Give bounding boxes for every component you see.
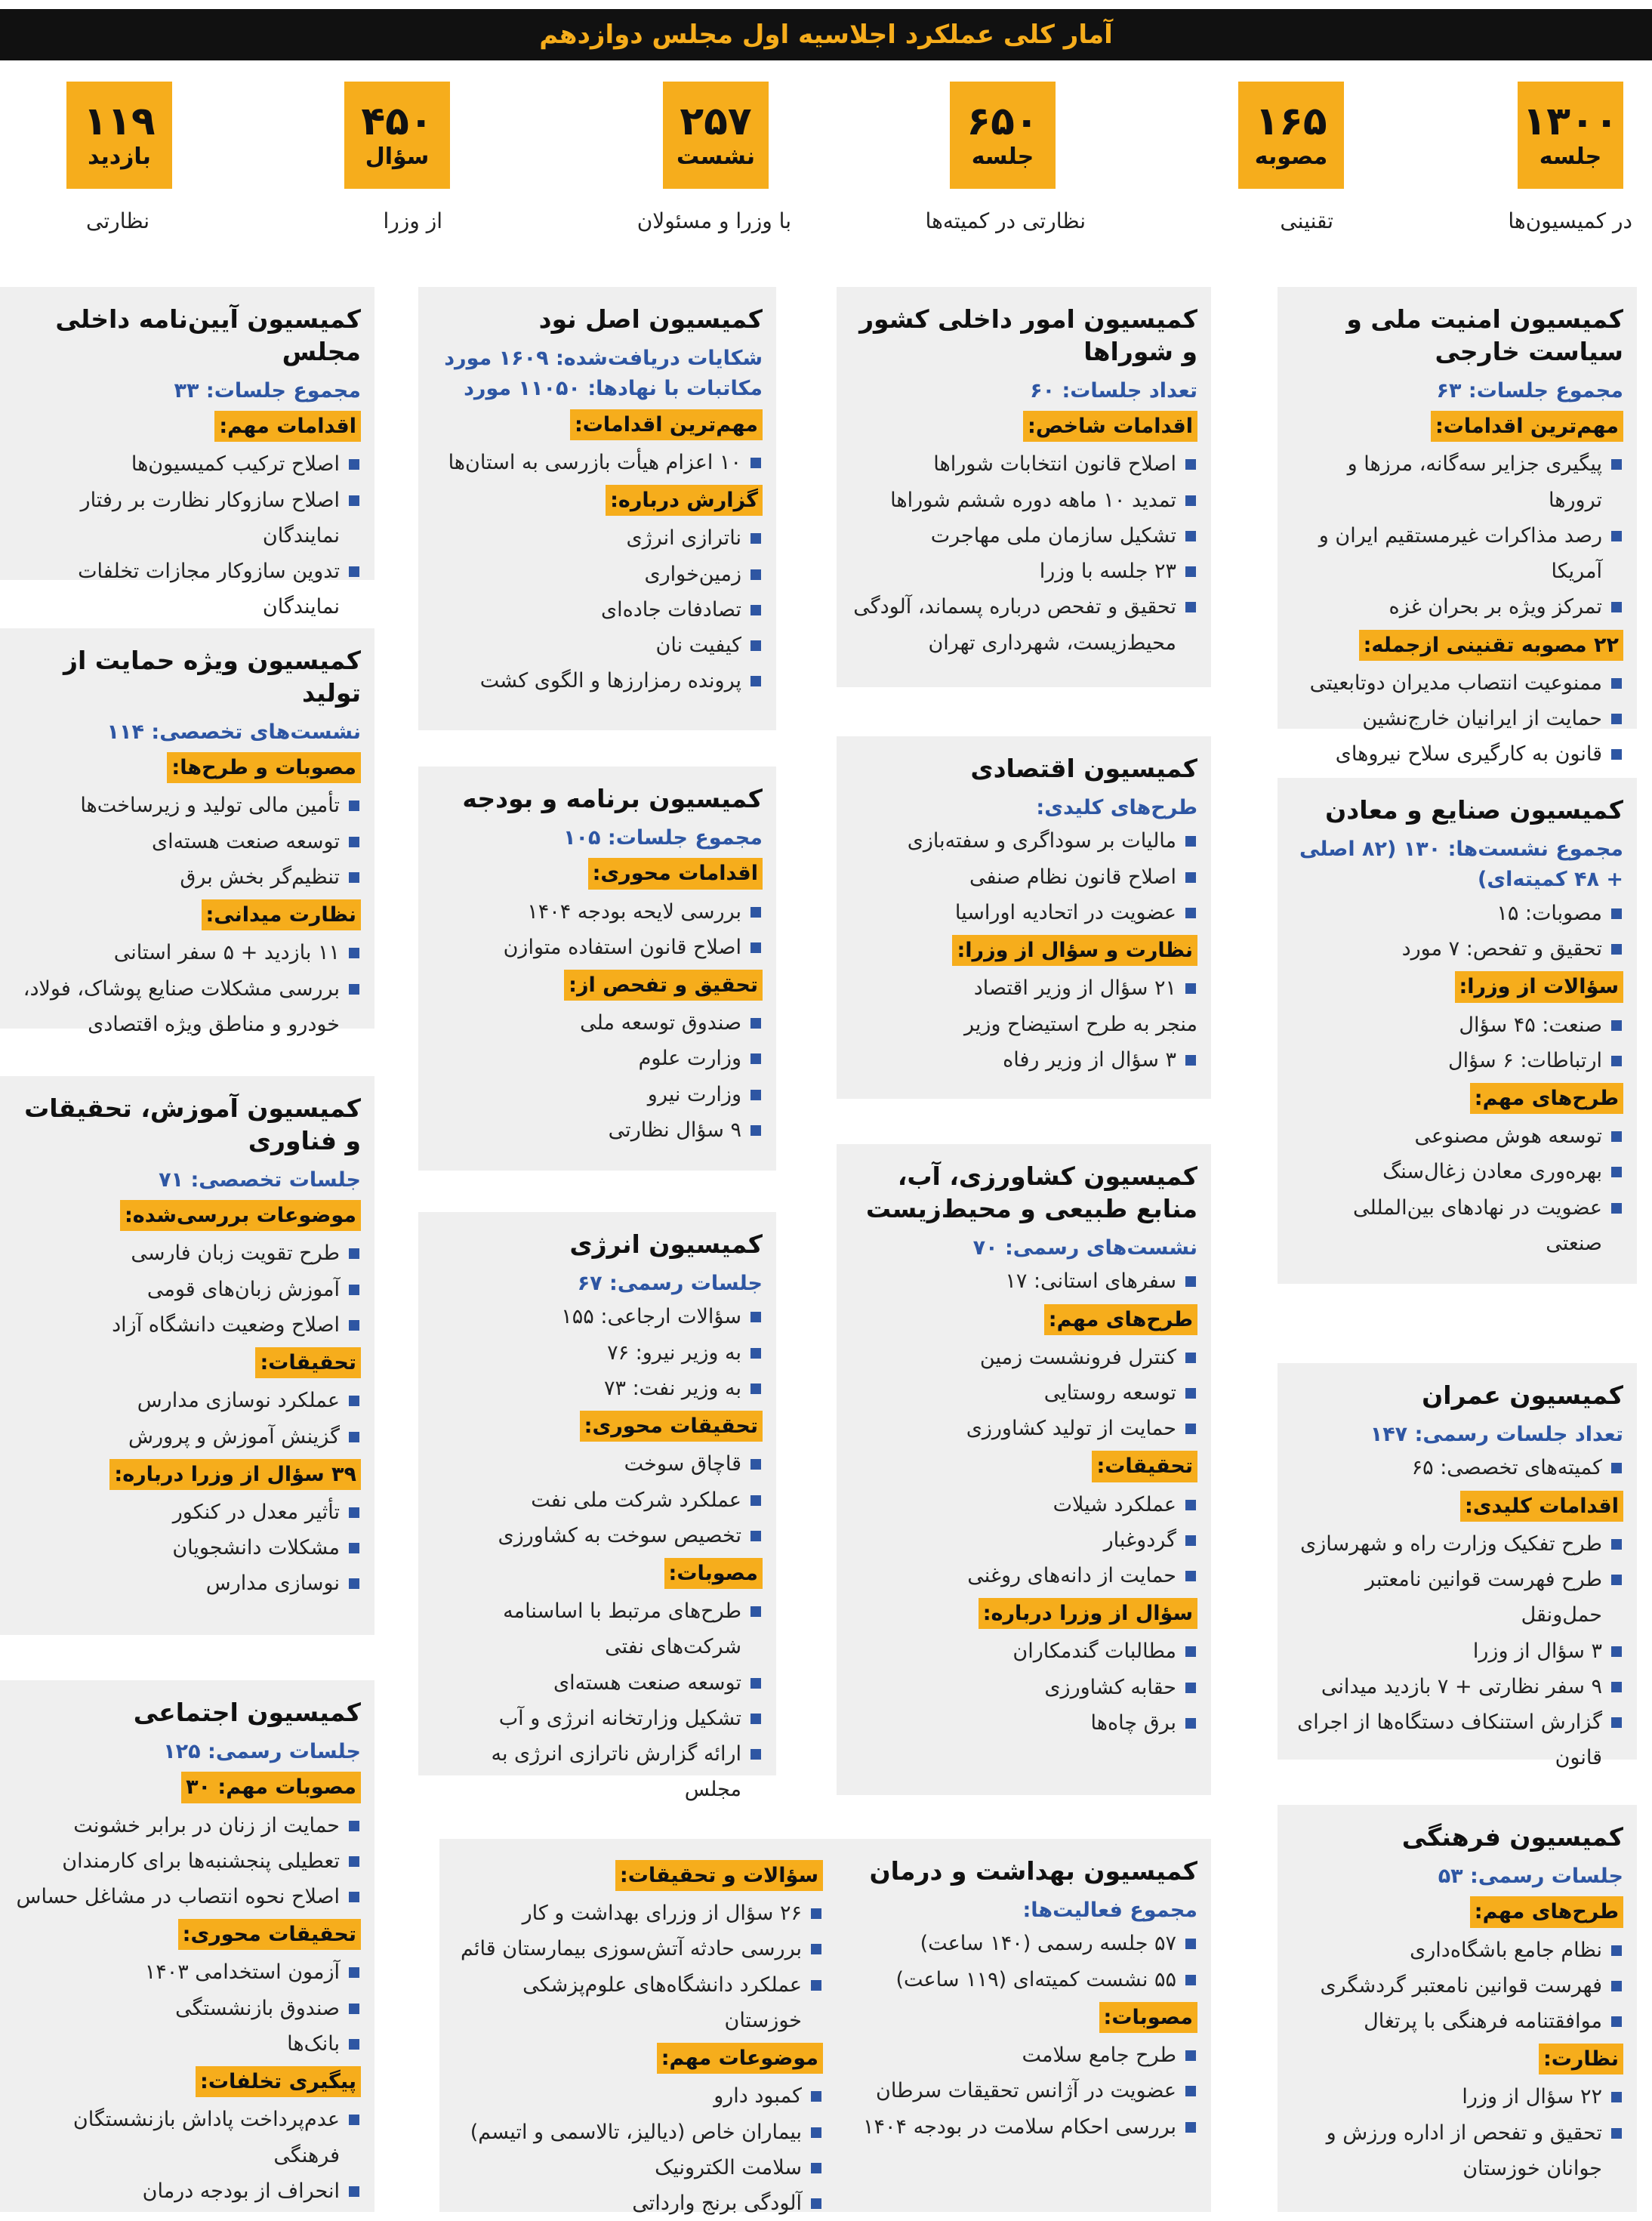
card-title: کمیسیون اجتماعی — [133, 1698, 361, 1727]
section-tag: اقدامات محوری: — [588, 858, 763, 889]
list-item: تحقیق و تفحص از اداره ورزش و جوانان خوزستان — [1291, 2115, 1623, 2187]
list-item: ۵۵ نشست کمیته‌ای (۱۱۹ ساعت) — [850, 1962, 1197, 1997]
card-title: کمیسیون آیین‌نامه داخلی مجلس — [55, 304, 361, 366]
stat-box — [66, 82, 172, 189]
card-industries-committee — [1278, 778, 1637, 1284]
stat-box — [344, 82, 450, 189]
card-health-committee — [837, 1839, 1211, 2212]
list-item: به وزیر نفت: ۷۳ — [432, 1371, 763, 1406]
list-item: قاچاق سوخت — [432, 1446, 763, 1482]
list-item: تأثیر معدل در کنکور — [14, 1495, 361, 1530]
tag-row — [1291, 1486, 1623, 1526]
card-national-security-committee — [1278, 287, 1637, 767]
tag-row — [14, 1343, 361, 1383]
stat-unit: مصوبه — [1254, 143, 1328, 171]
list-item: گزارش استنکاف دستگاه‌ها از اجرای قانون — [1291, 1704, 1623, 1776]
stat-number: ۱۶۵ — [1255, 98, 1327, 144]
list-item: سفرهای استانی: ۱۷ — [850, 1263, 1197, 1299]
list-item: تنظیم‌گر بخش برق — [14, 859, 361, 895]
card-meta: طرح‌های کلیدی: — [1036, 795, 1197, 819]
stat-caption: در کمیسیون‌ها — [1508, 208, 1632, 233]
card-title: کمیسیون اقتصادی — [970, 754, 1197, 783]
card-meta: تعداد جلسات رسمی: ۱۴۷ — [1370, 1422, 1623, 1446]
list-item: کمبود دارو — [453, 2078, 823, 2114]
tag-row — [850, 1446, 1197, 1486]
card-meta: مجموع جلسات: ۱۰۵ — [563, 825, 763, 850]
list-item: وزارت علوم — [432, 1041, 763, 1076]
list-item: اصلاح قانون نظام صنفی — [850, 859, 1197, 895]
card-title: کمیسیون صنایع و معادن — [1325, 795, 1623, 825]
list-item: توسعه روستایی — [850, 1375, 1197, 1411]
tag-row — [432, 853, 763, 893]
page-header — [0, 9, 1652, 60]
section-tag: موضوعات بررسی‌شده: — [120, 1200, 361, 1231]
list-item: موافقتنامه فرهنگی با پرتغال — [1291, 2004, 1623, 2039]
list-item: پیگیری جزایر سه‌گانه، مرزها و ترورها — [1291, 446, 1623, 518]
tag-row — [1291, 967, 1623, 1007]
card-interior-committee — [837, 287, 1211, 687]
card-meta: مجموع جلسات: ۶۳ — [1436, 378, 1623, 403]
section-tag: پیگیری تخلفات: — [196, 2066, 361, 2097]
section-tag: مصوبات: — [664, 1558, 763, 1589]
list-item: عضویت در اتحادیه اوراسیا — [850, 895, 1197, 930]
stat-number: ۱۱۹ — [83, 98, 156, 144]
list-item: بررسی لایحه بودجه ۱۴۰۴ — [432, 894, 763, 930]
card-construction-committee — [1278, 1363, 1637, 1770]
stat-box — [1518, 82, 1623, 189]
stat-unit: جلسه — [1539, 143, 1602, 171]
tag-row — [1291, 1078, 1623, 1118]
list-item: اصلاح قانون استفاده متوازن — [432, 930, 763, 965]
list-item: عملکرد نوسازی مدارس — [14, 1383, 361, 1418]
list-item: حمایت از دانه‌های روغنی — [850, 1558, 1197, 1593]
list-item: آلودگی برنج وارداتی — [453, 2186, 823, 2221]
list-item: ۲۳ جلسه با وزرا — [850, 554, 1197, 589]
list-item: تأمین مالی تولید و زیرساخت‌ها — [14, 788, 361, 823]
section-tag: اقدامات مهم: — [214, 411, 361, 442]
stat-unit: بازدید — [88, 143, 151, 171]
card-meta: مجموع فعالیت‌ها: — [1022, 1898, 1197, 1922]
list-item: طرح تفکیک وزارت راه و شهرسازی — [1291, 1526, 1623, 1562]
card-budget-committee — [418, 767, 776, 1171]
section-tag: سؤالات و تحقیقات: — [615, 1860, 823, 1891]
list-item: طرح‌های مرتبط با اساسنامه شرکت‌های نفتی — [432, 1593, 763, 1665]
list-item: بررسی احکام سلامت در بودجه ۱۴۰۴ — [850, 2109, 1197, 2145]
list-item: حقابه کشاورزی — [850, 1670, 1197, 1705]
stat-box — [663, 82, 769, 189]
list-item: منجر به طرح استیضاح وزیر — [963, 1012, 1197, 1036]
tag-row — [432, 965, 763, 1005]
list-item: عملکرد دانشگاه‌های علوم‌پزشکی خوزستان — [453, 1967, 823, 2039]
card-title: کمیسیون آموزش، تحقیقات و فناوری — [24, 1094, 361, 1155]
section-tag: مهم‌ترین اقدامات: — [1431, 411, 1623, 442]
card-education-committee — [0, 1076, 374, 1635]
card-title: کمیسیون بهداشت و درمان — [869, 1856, 1197, 1886]
list-item: ۵۷ جلسه رسمی (۱۴۰ ساعت) — [850, 1926, 1197, 1961]
card-meta: مجموع جلسات: ۳۳ — [174, 378, 361, 403]
stat-number: ۴۵۰ — [361, 98, 433, 144]
card-meta: مجموع نشست‌ها: ۱۳۰ (۸۲ اصلی + ۴۸ کمیته‌ای) — [1299, 837, 1623, 892]
list-item: مشکلات دانشجویان — [14, 1530, 361, 1565]
list-item: صندوق بازنشستگی — [14, 1991, 361, 2026]
list-item: ۹ سؤال نظارتی — [432, 1112, 763, 1148]
list-item: برق چاه‌ها — [850, 1705, 1197, 1741]
list-item: ۲۲ سؤال از وزرا — [1291, 2079, 1623, 2115]
list-item: بانک‌ها — [14, 2026, 361, 2062]
list-item: کیفیت نان — [432, 628, 763, 663]
card-health-questions — [439, 1839, 837, 2216]
list-item: سؤالات ارجاعی: ۱۵۵ — [432, 1299, 763, 1334]
section-tag: مهم‌ترین اقدامات: — [570, 409, 763, 440]
list-item: اصلاح سازوکار نظارت بر رفتار نمایندگان — [14, 483, 361, 554]
list-item: انحراف از بودجه درمان — [14, 2173, 361, 2209]
stat-caption: از وزرا — [383, 208, 442, 233]
list-item: اصلاح ترکیب کمیسیون‌ها — [14, 446, 361, 482]
list-item: عملکرد شرکت ملی نفت — [432, 1482, 763, 1518]
list-item: تحقیق و تفحص درباره پسماند، آلودگی محیط‌زیست، شهرداری تهران — [850, 589, 1197, 661]
list-item: گردوغبار — [850, 1522, 1197, 1558]
list-item: ۱۰ اعزام هیأت بازرسی به استان‌ها — [432, 445, 763, 480]
section-tag: تحقیقات محوری: — [580, 1411, 763, 1442]
tag-row — [14, 1195, 361, 1235]
stat-number: ۱۳۰۰ — [1522, 98, 1619, 144]
card-title: کمیسیون انرژی — [569, 1229, 763, 1259]
section-tag: نظارت: — [1539, 2044, 1623, 2074]
stat-box — [1238, 82, 1344, 189]
stat-questions — [337, 82, 450, 233]
tag-row — [14, 895, 361, 935]
stat-unit: نشست — [676, 143, 756, 171]
section-tag: مصوبات: — [1099, 2002, 1197, 2033]
list-item: تعطیلی پنجشنبه‌ها برای کارمندان — [14, 1843, 361, 1879]
list-item: ۱۱ بازدید + ۵ سفر استانی — [14, 935, 361, 970]
list-item: وزارت نیرو — [432, 1077, 763, 1112]
section-tag: نظارت و سؤال از وزرا: — [952, 935, 1197, 966]
card-title: کمیسیون عمران — [1422, 1380, 1623, 1410]
section-tag: طرح‌های مهم: — [1044, 1304, 1197, 1335]
tag-row — [14, 1767, 361, 1807]
tag-row — [14, 2062, 361, 2102]
list-item: صندوق توسعه ملی — [432, 1005, 763, 1041]
section-tag: ۳۹ سؤال از وزرا درباره: — [109, 1459, 361, 1490]
list-item: ۲۶ سؤال از وزرای بهداشت و کار — [453, 1896, 823, 1931]
list-item: مالیات بر سوداگری و سفته‌بازی — [850, 823, 1197, 859]
list-item: به وزیر نیرو: ۷۶ — [432, 1335, 763, 1371]
tag-row — [1291, 1892, 1623, 1932]
list-item: رصد مذاکرات غیرمستقیم ایران و آمریکا — [1291, 518, 1623, 590]
list-item: نظام جامع باشگاه‌داری — [1291, 1933, 1623, 1968]
section-tag: موضوعات مهم: — [657, 2043, 823, 2074]
tag-row — [453, 2038, 823, 2078]
list-item: آزمون استخدامی ۱۴۰۳ — [14, 1954, 361, 1990]
list-item: اصلاح نحوه انتصاب در مشاغل حساس — [14, 1879, 361, 1914]
list-item: گزینش آموزش و پرورش — [14, 1419, 361, 1454]
list-item: صنعت: ۴۵ سؤال — [1291, 1007, 1623, 1043]
list-item: بهره‌وری معادن زغال‌سنگ — [1291, 1154, 1623, 1189]
stat-visits — [59, 82, 172, 233]
section-tag: تحقیقات: — [255, 1347, 361, 1378]
card-cultural-committee — [1278, 1805, 1637, 2212]
list-item: عضویت در آژانس تحقیقات سرطان — [850, 2073, 1197, 2108]
stat-box — [950, 82, 1056, 189]
tag-row — [850, 1300, 1197, 1340]
tag-row — [14, 406, 361, 446]
section-tag: اقدامات کلیدی: — [1460, 1491, 1623, 1522]
list-item: سلامت الکترونیک — [453, 2150, 823, 2186]
list-item: توسعه صنعت هسته‌ای — [14, 824, 361, 859]
section-tag: مصوبات و طرح‌ها: — [167, 752, 361, 783]
card-meta: جلسات رسمی: ۱۲۵ — [163, 1739, 361, 1763]
list-item: حمایت از ایرانیان خارج‌نشین — [1291, 701, 1623, 736]
section-tag: نظارت میدانی: — [202, 899, 362, 930]
list-item: توسعه صنعت هسته‌ای — [432, 1665, 763, 1701]
list-item: حمایت از تولید کشاورزی — [850, 1411, 1197, 1446]
list-item: عضویت در نهادهای بین‌المللی صنعتی — [1291, 1190, 1623, 1262]
list-item: نوسازی مدارس — [14, 1565, 361, 1601]
tag-row — [1291, 2039, 1623, 2079]
card-meta: نشست‌های رسمی: ۷۰ — [972, 1235, 1197, 1260]
list-item: عدم‌پرداخت پاداش بازنشستگان فرهنگی — [14, 2102, 361, 2173]
stat-caption: نظارتی — [86, 208, 149, 233]
list-item: بیماران خاص (دیالیز، تالاسمی و اتیسم) — [453, 2115, 823, 2150]
section-tag: ۲۲ مصوبه تقنینی ازجمله: — [1359, 630, 1623, 661]
tag-row — [432, 1406, 763, 1446]
card-energy-committee — [418, 1212, 776, 1802]
section-tag: تحقیقات: — [1092, 1451, 1197, 1482]
tag-row — [432, 405, 763, 445]
stat-number: ۲۵۷ — [680, 98, 752, 144]
list-item: ۳ سؤال از وزیر رفاه — [850, 1042, 1197, 1078]
stat-oversight-sessions — [925, 82, 1086, 233]
list-item: ۲۱ سؤال از وزیر اقتصاد — [850, 970, 1197, 1006]
card-title: کمیسیون امنیت ملی و سیاست خارجی — [1346, 304, 1623, 366]
section-tag: گزارش درباره: — [606, 485, 763, 516]
stat-unit: جلسه — [971, 143, 1034, 171]
card-title: کمیسیون کشاورزی، آب، منابع طبیعی و محیط‌زیست — [865, 1161, 1197, 1223]
card-title: کمیسیون ویژه حمایت از تولید — [63, 646, 361, 708]
list-item: طرح فهرست قوانین نامعتبر حمل‌ونقل — [1291, 1562, 1623, 1633]
list-item: تمرکز ویژه بر بحران غزه — [1291, 589, 1623, 625]
list-item: توسعه هوش مصنوعی — [1291, 1118, 1623, 1154]
list-item: فهرست قوانین نامعتبر گردشگری — [1291, 1968, 1623, 2004]
list-item: زمین‌خواری — [432, 557, 763, 592]
card-meta: نشست‌های تخصصی: ۱۱۴ — [106, 720, 361, 744]
tag-row — [432, 480, 763, 520]
card-meta: جلسات رسمی: ۶۷ — [577, 1271, 763, 1295]
tag-row — [453, 1855, 823, 1896]
list-item: طرح تقویت زبان فارسی — [14, 1235, 361, 1271]
list-item: کنترل فرونشست زمین — [850, 1340, 1197, 1375]
card-title: کمیسیون برنامه و بودجه — [462, 784, 763, 813]
list-item: مطالبات گندمکاران — [850, 1633, 1197, 1669]
list-item: ۳ سؤال از وزرا — [1291, 1633, 1623, 1669]
tag-row — [14, 748, 361, 788]
stat-number: ۶۵۰ — [966, 98, 1039, 144]
list-item: طرح جامع سلامت — [850, 2037, 1197, 2073]
list-item: اصلاح وضعیت دانشگاه آزاد — [14, 1307, 361, 1343]
tag-row — [850, 930, 1197, 970]
list-item: حمایت از زنان در برابر خشونت — [14, 1808, 361, 1843]
card-title: کمیسیون اصل نود — [538, 304, 763, 334]
list-item: ۹ سفر نظارتی + ۷ بازدید میدانی — [1291, 1669, 1623, 1704]
list-item: بررسی حادثه آتش‌سوزی بیمارستان قائم — [453, 1931, 823, 1967]
card-article90-committee — [418, 287, 776, 730]
list-item: مصوبات: ۱۵ — [1291, 896, 1623, 931]
list-item: تصادفات جاده‌ای — [432, 592, 763, 628]
stat-caption: تقنینی — [1280, 208, 1333, 233]
section-tag: تحقیقات محوری: — [178, 1919, 361, 1950]
section-tag: مصوبات مهم: ۳۰ — [181, 1772, 361, 1803]
section-tag: سؤال از وزرا درباره: — [979, 1598, 1197, 1629]
list-item: عملکرد شیلات — [850, 1487, 1197, 1522]
card-meta: شکایات دریافت‌شده: ۱۶۰۹ مورد — [444, 346, 763, 370]
card-rules-committee — [0, 287, 374, 619]
section-tag: طرح‌های مهم: — [1470, 1896, 1623, 1927]
card-agriculture-committee — [837, 1144, 1211, 1795]
tag-row — [850, 1593, 1197, 1633]
card-meta: تعداد جلسات: ۶۰ — [1030, 378, 1197, 403]
section-tag: اقدامات شاخص: — [1023, 411, 1197, 442]
list-item: کمیته‌های تخصصی: ۶۵ — [1291, 1450, 1623, 1485]
list-item: تدوین سازوکار مجازات تخلفات نمایندگان — [14, 554, 361, 625]
tag-row — [14, 1914, 361, 1954]
section-tag: سؤالات از وزرا: — [1455, 971, 1624, 1002]
card-meta: مکاتبات با نهادها: ۱۱۰۵۰ مورد — [464, 377, 763, 401]
tag-row — [1291, 625, 1623, 665]
stat-legislative-bills — [1231, 82, 1344, 233]
list-item: اصلاح قانون انتخابات شوراها — [850, 446, 1197, 482]
list-item: تشکیل سازمان ملی مهاجرت — [850, 518, 1197, 554]
tag-row — [432, 1553, 763, 1593]
card-social-committee — [0, 1680, 374, 2212]
card-economic-committee — [837, 736, 1211, 1099]
stat-caption: نظارتی در کمیته‌ها — [925, 208, 1086, 233]
list-item: ارائه گزارش ناترازی انرژی به مجلس — [432, 1736, 763, 1808]
tag-row — [850, 1997, 1197, 2037]
list-item: ناترازی انرژی — [432, 520, 763, 556]
card-meta: جلسات تخصصی: ۷۱ — [159, 1168, 361, 1192]
list-item: تخصیص سوخت به کشاورزی — [432, 1518, 763, 1553]
stat-committee-sessions — [1508, 82, 1632, 233]
tag-row — [14, 1454, 361, 1495]
stats-row — [0, 82, 1652, 248]
card-title: کمیسیون فرهنگی — [1401, 1822, 1623, 1852]
stat-caption: با وزرا و مسئولان — [636, 208, 791, 233]
list-item: آموزش زبان‌های قومی — [14, 1272, 361, 1307]
stat-unit: سؤال — [365, 143, 430, 171]
list-item: تشکیل وزارتخانه انرژی و آب — [432, 1701, 763, 1736]
tag-row — [1291, 406, 1623, 446]
card-production-committee — [0, 628, 374, 1036]
card-title: کمیسیون امور داخلی کشور و شوراها — [859, 304, 1197, 366]
tag-row — [850, 406, 1197, 446]
list-item: ارتباطات: ۶ سؤال — [1291, 1043, 1623, 1078]
list-item: ممنوعیت انتصاب مدیران دوتابعیتی — [1291, 665, 1623, 701]
page-title: آمار کلی عملکرد اجلاسیه اول مجلس دوازدهم — [539, 20, 1113, 50]
section-tag: طرح‌های مهم: — [1470, 1083, 1623, 1114]
section-tag: تحقیق و تفحص از: — [564, 970, 763, 1001]
list-item: تمدید ۱۰ ماهه دوره ششم شوراها — [850, 483, 1197, 518]
list-item: پرونده رمزارزها و الگوی کشت — [432, 663, 763, 699]
stat-meetings — [636, 82, 791, 233]
card-meta: جلسات رسمی: ۵۳ — [1438, 1864, 1623, 1888]
list-item: بررسی مشکلات صنایع پوشاک، فولاد، خودرو و مناطق ویژه اقتصادی — [14, 971, 361, 1043]
list-item: تحقیق و تفحص: ۷ مورد — [1291, 931, 1623, 967]
list-item: قانون به کارگیری سلاح نیروهای — [1291, 736, 1623, 808]
